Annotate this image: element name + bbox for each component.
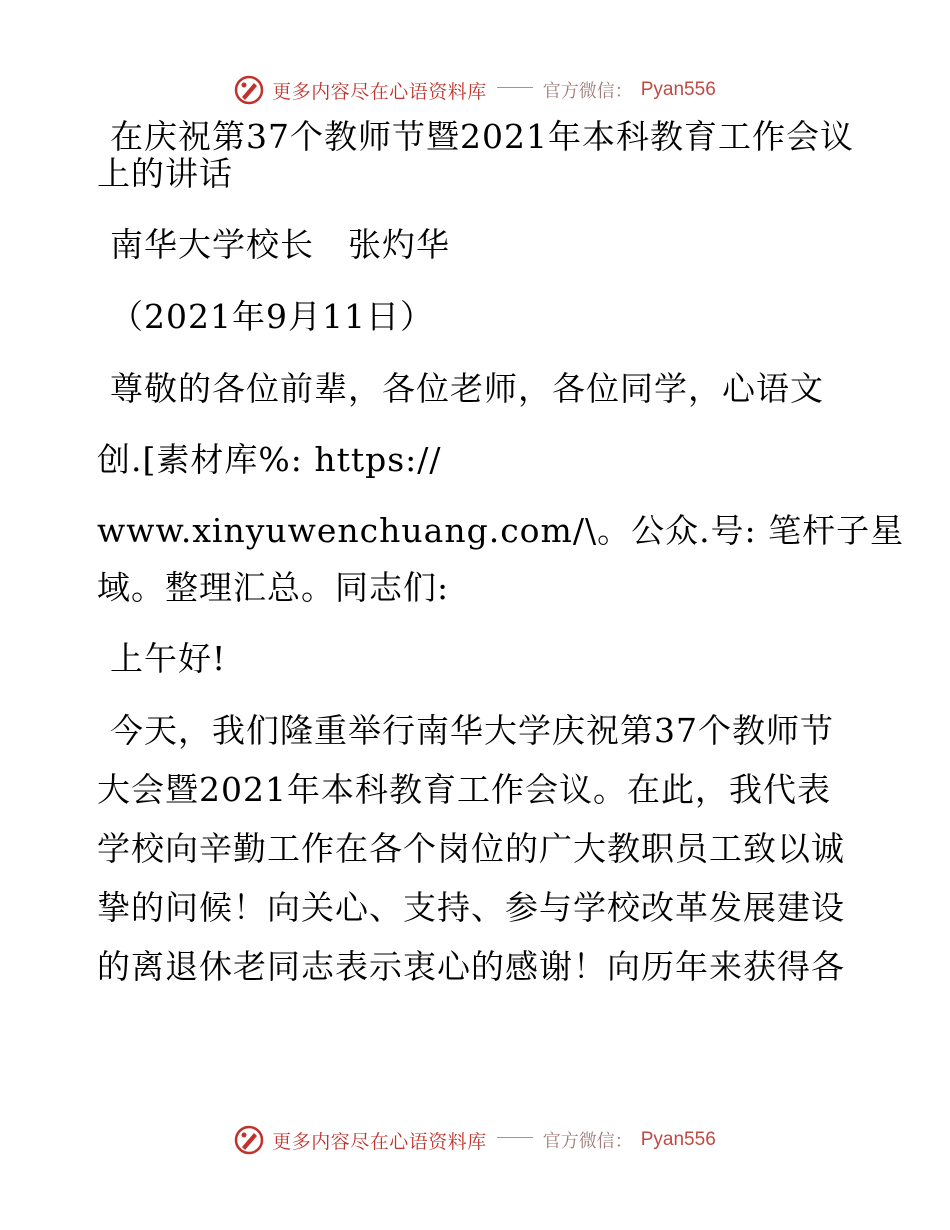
paragraph-line: 创.[素材库%: https:// <box>97 440 442 479</box>
paragraph-line: 学校向辛勤工作在各个岗位的广大教职员工致以诚 <box>97 829 845 868</box>
title-line: 在庆祝第37个教师节暨2021年本科教育工作会议 <box>110 117 854 156</box>
document-body <box>97 117 905 1021</box>
author-line <box>97 226 857 263</box>
paragraph-line: 挚的问候！向关心、支持、参与学校改革发展建设 <box>97 888 845 927</box>
watermark-divider <box>497 1137 533 1138</box>
paragraph <box>97 640 857 677</box>
watermark-header <box>0 70 950 110</box>
date-line <box>97 298 857 335</box>
paragraph-line: 的离退休老同志表示衷心的感谢！向历年来获得各 <box>97 947 845 986</box>
paragraph-line: 域。整理汇总。同志们: <box>97 568 450 607</box>
wechat-label: 官方微信： <box>542 1131 633 1152</box>
paragraph-line: 尊敬的各位前辈，各位老师，各位同学，心语文 <box>110 369 824 408</box>
wechat-label: 官方微信： <box>542 81 633 102</box>
watermark-divider <box>497 87 533 88</box>
title-line: 上的讲话 <box>97 154 233 193</box>
paragraph-line: 上午好! <box>110 639 227 678</box>
watermark-text: 更多内容尽在心语资料库 <box>272 80 487 103</box>
wechat-id: Pyan556 <box>640 1129 716 1150</box>
pen-logo-icon <box>234 75 264 105</box>
pen-logo-icon <box>234 1125 264 1155</box>
author: 南华大学校长 张灼华 <box>110 225 450 264</box>
watermark-text: 更多内容尽在心语资料库 <box>272 1130 487 1153</box>
watermark-footer <box>0 1120 950 1160</box>
paragraph-line: 大会暨2021年本科教育工作会议。在此，我代表 <box>97 770 831 809</box>
paragraph-line: 今天，我们隆重举行南华大学庆祝第37个教师节 <box>110 711 834 750</box>
speech-date: （2021年9月11日） <box>110 297 434 336</box>
wechat-id: Pyan556 <box>640 79 716 100</box>
speech-title <box>97 118 857 192</box>
paragraph-line: www.xinyuwenchuang.com/\。公众.号: 笔杆子星 <box>97 511 905 550</box>
paragraph <box>97 712 857 985</box>
paragraph <box>97 369 905 607</box>
